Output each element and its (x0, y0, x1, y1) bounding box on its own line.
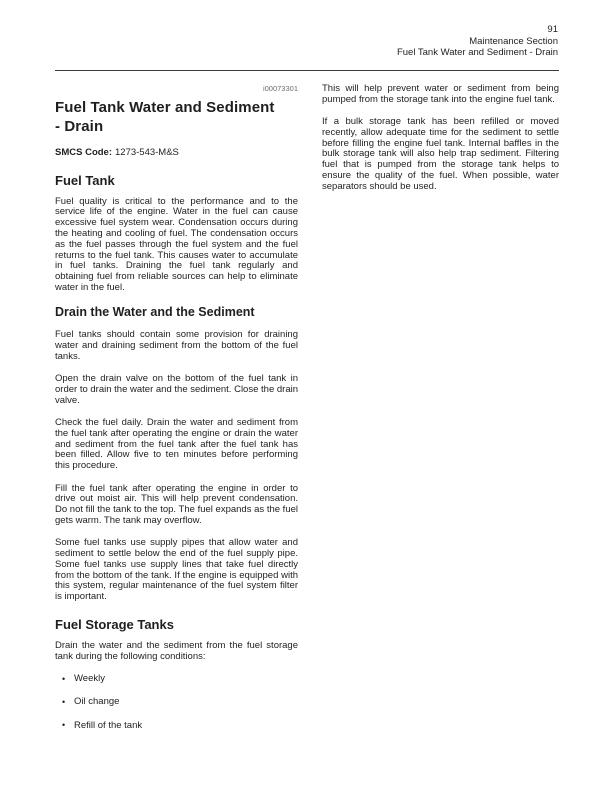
header-section: Maintenance Section (469, 35, 558, 47)
article-title-line1: Fuel Tank Water and Sediment (55, 98, 275, 116)
right-column (322, 84, 559, 204)
left-column (55, 84, 298, 744)
list-item-label: Weekly (74, 673, 105, 685)
article-title-line2: - Drain (55, 117, 104, 135)
article-title (55, 98, 298, 136)
list-item (55, 674, 298, 685)
paragraph-supply-pipes: Some fuel tanks use supply pipes that allow water and sediment to settle below the end of the fuel supply pipe. Some fuel tanks use supply lines that take fuel directly from the bottom of the tank. If the engine is equipped with this system, regular maintenance of the fuel system filter is important. (55, 537, 298, 603)
bullet-icon: • (62, 696, 66, 707)
bullet-icon: • (62, 673, 66, 684)
conditions-list (55, 674, 298, 731)
heading-drain-water-sediment: Drain the Water and the Sediment (55, 305, 255, 320)
smcs-code-line (55, 148, 298, 159)
list-item (55, 697, 298, 708)
paragraph-fuel-quality: Fuel quality is critical to the performance and to the service life of the engine. Water in the fuel can cause excessive fuel system wear. Condensation occurs during the heating and cooling of fuel. The condensation occurs as the fuel passes through the fuel system and the fuel returns to the fuel tank. This causes water to accumulate in fuel tanks. Draining the fuel tank regularly and obtaining fuel from reliable sources can help to eliminate water in the fuel. (55, 195, 298, 293)
doc-id: i00073301 (262, 84, 298, 93)
list-item-label: Refill of the tank (74, 719, 143, 731)
header-topic: Fuel Tank Water and Sediment - Drain (396, 47, 558, 58)
paragraph-provision: Fuel tanks should contain some provision for draining water and draining sediment from the bottom of the fuel tanks. (55, 329, 298, 362)
page-number: 91 (547, 24, 558, 35)
smcs-label: SMCS Code: (55, 146, 112, 158)
heading-fuel-tank: Fuel Tank (55, 172, 115, 188)
list-item (55, 721, 298, 732)
paragraph-open-valve: Open the drain valve on the bottom of the fuel tank in order to drain the water and the sediment. Close the drain valve. (55, 373, 298, 406)
paragraph-bulk-storage: If a bulk storage tank has been refilled or moved recently, allow adequate time for the sediment to settle before filling the engine fuel tank. Internal baffles in the bulk storage tank will also help trap sediment. Filtering fuel that is pumped from the storage tank helps to ensure the quality of the fuel. When possible, water separators should be used. (322, 116, 559, 192)
paragraph-drain-storage: Drain the water and the sediment from the fuel storage tank during the following conditions: (55, 640, 298, 662)
bullet-icon: • (62, 720, 66, 731)
smcs-value: 1273-543-M&S (115, 146, 179, 158)
paragraph-check-daily: Check the fuel daily. Drain the water and sediment from the fuel tank after operating the engine or drain the water and sediment from the fuel tank after the fuel tank has been filled. Allow five to ten minutes before performing this procedure. (55, 417, 298, 472)
heading-fuel-storage-tanks: Fuel Storage Tanks (55, 617, 174, 632)
list-item-label: Oil change (74, 696, 120, 708)
page-header (397, 24, 558, 59)
paragraph-fill-tank: Fill the fuel tank after operating the engine in order to drive out moist air. This will help prevent condensation. Do not fill the tank to the top. The fuel expands as the fuel gets warm. The tank may overflow. (55, 482, 298, 526)
paragraph-prevent-pumping: This will help prevent water or sediment from being pumped from the storage tank into the engine fuel tank. (322, 83, 559, 105)
header-divider (55, 70, 559, 71)
